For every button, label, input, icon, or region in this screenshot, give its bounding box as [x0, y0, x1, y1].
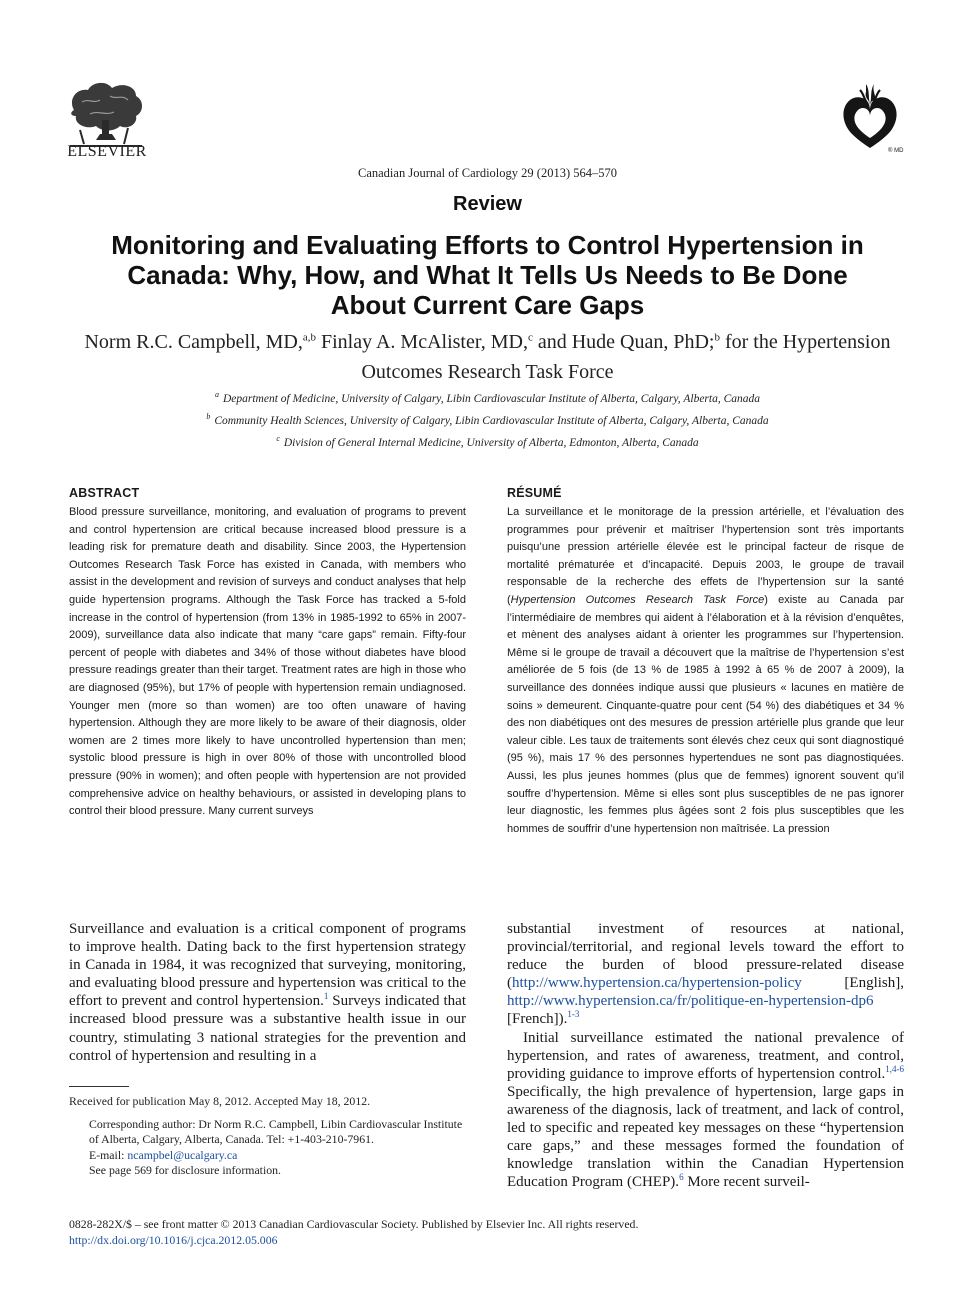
abstract-section [69, 486, 466, 821]
resume-text [507, 504, 904, 838]
logo-trademark: ® MD [888, 148, 904, 154]
author-name: Norm R.C. Campbell, MD, [84, 331, 303, 353]
reference-link[interactable]: 6 [679, 1172, 684, 1183]
reference-link[interactable]: 1,4-6 [885, 1063, 904, 1074]
resume-italic-term: Hypertension Outcomes Research Task Force [510, 593, 765, 606]
abstract-heading: ABSTRACT [69, 486, 140, 500]
body-text: Specifically, the high prevalence of hypertension, large gaps in awareness of the diagnosis, lack of treatment, and lack of control, led to specific and repeated key messages on these “hypertension care gaps,” and these messages formed the foundation of knowledge translation within the Canadian Hypertension Education Program (CHEP). [507, 1083, 904, 1191]
received-date: Received for publication May 8, 2012. Accepted May 18, 2012. [69, 1094, 371, 1108]
article-title: Monitoring and Evaluating Efforts to Control Hypertension in Canada: Why, How, and What It Tells Us Needs to Be Done About Current Care Gaps [111, 230, 864, 320]
corresponding-author: Corresponding author: Dr Norm R.C. Campbell, Libin Cardiovascular Institute of Alberta, Calgary, Alberta, Canada. Tel: +1-403-210-7961. [89, 1117, 463, 1147]
body-column-right [507, 920, 904, 1191]
body-text: Initial surveillance estimated the national prevalence of hypertension, and rates of awareness, treatment, and control, providing guidance to improve efforts of hypertension control. [507, 1029, 904, 1082]
body-text: Surveys indicated that increased blood pressure was a substantive health issue in our country, stimulating 3 national strategies for the prevention and control of hypertension and resulting in a [69, 993, 466, 1064]
affiliation-letter: a [214, 390, 219, 400]
publisher-name: ELSEVIER [67, 143, 147, 160]
body-text: Surveillance and evaluation is a critical component of programs to improve health. Dating back to the first hypertension strategy in Canada in 1984, it was recognized that surveying, monitoring, and evaluating blood pressure and hypertension was critical to the effort to prevent and control hypertension. [69, 921, 466, 1010]
affiliation-item [60, 410, 915, 432]
affiliation-item [60, 388, 915, 410]
resume-text-part: La surveillance et le monitorage de la pression artérielle, et l’évaluation des programmes pour prévenir et maîtriser l’hypertension sont très importants puisqu’une pression artérielle élevée est le principal facteur de risque de mortalité prématurée et d’incapacité. Depuis 2003, le groupe de travail responsable de la recherche des effets de l’hypertension sur la santé ( [507, 506, 904, 606]
author-group: for the Hypertension Outcomes Research Task Force [361, 331, 891, 383]
doi-link[interactable]: http://dx.doi.org/10.1016/j.cjca.2012.05.006 [69, 1233, 278, 1247]
body-paragraph [69, 920, 466, 1065]
author-name: and Hude Quan, PhD; [537, 331, 715, 353]
email-line [69, 1148, 466, 1163]
reference-link[interactable]: 1 [323, 991, 329, 1002]
author-affiliation-mark: c [527, 331, 533, 344]
copyright-line: 0828-282X/$ – see front matter © 2013 Canadian Cardiovascular Society. Published by Elsevier Inc. All rights reserved. [69, 1217, 639, 1231]
reference-link[interactable]: 1-3 [567, 1009, 580, 1020]
url-link-english[interactable]: http://www.hypertension.ca/hypertension-policy [512, 975, 802, 992]
ccs-heart-logo [830, 80, 910, 154]
author-name: Finlay A. McAlister, MD, [320, 331, 528, 353]
abstract-text: Blood pressure surveillance, monitoring, and evaluation of programs to prevent and control hypertension are critical because increased blood pressure is a leading risk for premature death and disability. Since 2003, the Hypertension Outcomes Research Task Force has existed in Canada, with members who assist in the development and revision of surveys and conduct analyses that help guide hypertension programs. Although the Task Force has tracked a 5-fold increase in the control of hypertension (from 13% in 1985-1992 to 65% in 2007-2009), surveillance data also indicate that many “care gaps” remain. Fifty-four percent of people with diabetes and 34% of those without diabetes have blood pressure readings greater than their target. Treatment rates are high in those who are diagnosed (95%), but 17% of people with hypertension remain undiagnosed. Younger men (more so than women) are too often unaware of having hypertension. Although they are more likely to be aware of their diagnosis, older women are 2 times more likely to have uncontrolled hypertension than men; systolic blood pressure is high in over 80% of those with uncontrolled blood pressure (90% in women); and often people with hypertension are not provided comprehensive advice on healthy behaviours, or assisted in developing plans to control their blood pressure. Many current surveys [69, 506, 466, 818]
affiliation-text: Division of General Internal Medicine, University of Alberta, Edmonton, Alberta, Canada [283, 437, 699, 449]
email-link[interactable]: ncampbel@ucalgary.ca [127, 1147, 238, 1162]
url-link-french[interactable]: http://www.hypertension.ca/fr/politique-en-hypertension-dp6 [507, 993, 874, 1010]
affiliation-letter: b [206, 412, 211, 422]
email-label: E-mail: [89, 1147, 128, 1162]
author-affiliation-mark: b [714, 331, 720, 344]
body-text: [English], [801, 975, 904, 992]
page-footer [69, 1216, 909, 1248]
resume-text-part: ) existe au Canada par l’intermédiaire de membres qui aident à l’élaboration et à la révision d’enquêtes, et mènent des analyses aidant à orienter les programmes sur l’hypertension. Même si le groupe de travail a découvert que la maîtrise de l’hypertension s’est améliorée de 5 fois (de 13 % de 1985 à 1992 à 65 % de 2007 à 2009), la surveillance des données indique aussi que plusieurs « lacunes en matière de soins » demeurent. Cinquante-quatre pour cent (54 %) des diabétiques et 34 % des non diabétiques ont des mesures de pression artérielle plus grande que leur valeur cible. Les taux de traitements sont élevés chez ceux qui sont diagnostiqué (95 %), mais 17 % des personnes hypertendues ne sont pas diagnostiquées. Aussi, les plus jeunes hommes (plus que de femmes) ignorent souvent qu’il souffre d’hypertension. Même si elles sont plus susceptibles de ne pas ignorer leur diagnostic, les femmes plus âgées sont 2 fois plus susceptibles que les hommes de souffrir d’une hypertension non maîtrisée. La pression [507, 593, 904, 835]
resume-heading: RÉSUMÉ [507, 486, 562, 500]
body-column-left [69, 920, 466, 1065]
footnotes [69, 1094, 466, 1178]
body-text: More recent surveil- [683, 1174, 810, 1191]
author-affiliation-mark: a,b [302, 331, 316, 344]
affiliation-list [60, 388, 915, 454]
body-text: substantial investment of resources at national, provincial/territorial, and regional levels toward the effort to reduce the burden of blood pressure-related disease ( [507, 921, 904, 992]
affiliation-text: Department of Medicine, University of Calgary, Libin Cardiovascular Institute of Alberta, Calgary, Alberta, Canada [222, 393, 761, 405]
body-text: [French]). [507, 1011, 568, 1028]
section-label: Review [453, 193, 522, 215]
journal-citation: Canadian Journal of Cardiology 29 (2013) 564–570 [358, 166, 617, 180]
affiliation-item [60, 432, 915, 454]
affiliation-text: Community Health Sciences, University of Calgary, Libin Cardiovascular Institute of Alberta, Calgary, Alberta, Canada [214, 415, 769, 427]
resume-section [507, 486, 904, 838]
body-paragraph [507, 920, 904, 1029]
footnote-divider [69, 1086, 129, 1087]
author-list [60, 327, 915, 387]
body-paragraph [507, 1029, 904, 1192]
disclosure-note: See page 569 for disclosure information. [89, 1162, 281, 1177]
affiliation-letter: c [276, 434, 280, 444]
